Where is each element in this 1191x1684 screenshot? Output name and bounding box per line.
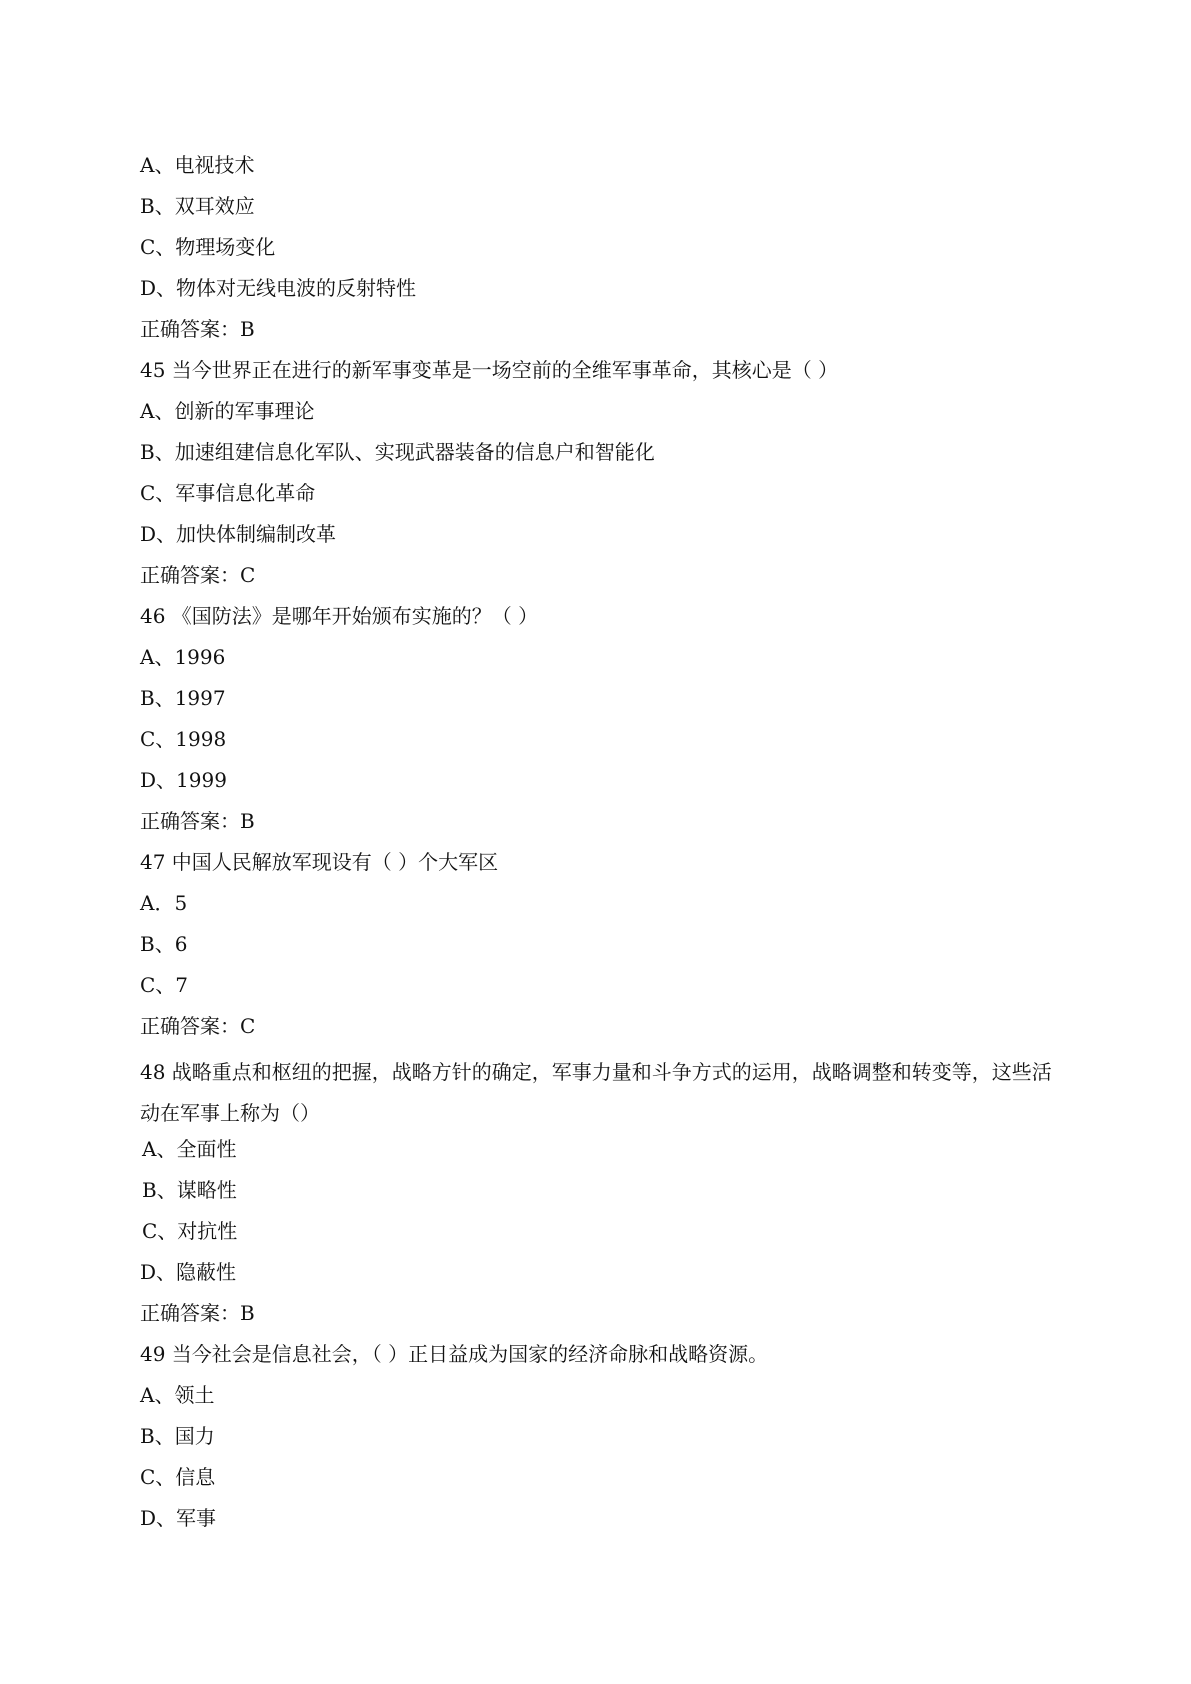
option-d: D、加快体制编制改革	[140, 522, 337, 546]
option-a: A．5	[140, 891, 188, 915]
option-c: C、军事信息化革命	[140, 481, 316, 505]
option-b: B、加速组建信息化军队、实现武器装备的信息户和智能化	[140, 440, 655, 464]
question-48: 48 战略重点和枢纽的把握，战略方针的确定，军事力量和斗争方式的运用，战略调整和转变等，这些活动在军事上称为（）	[140, 1060, 1052, 1125]
answer-line: 正确答案：B	[140, 809, 255, 833]
option-b: B、双耳效应	[140, 194, 255, 218]
option-c: C、信息	[140, 1465, 216, 1489]
option-d: D、军事	[140, 1506, 217, 1530]
option-a: A、领土	[140, 1383, 215, 1407]
question-49: 49 当今社会是信息社会，（ ）正日益成为国家的经济命脉和战略资源。	[140, 1342, 769, 1366]
question-47: 47 中国人民解放军现设有（ ）个大军区	[140, 850, 499, 874]
option-c: C、7	[140, 973, 189, 997]
question-46: 46 《国防法》是哪年开始颁布实施的？（ ）	[140, 604, 539, 628]
answer-line: 正确答案：C	[140, 1014, 256, 1038]
question-45: 45 当今世界正在进行的新军事变革是一场空前的全维军事革命，其核心是（ ）	[140, 358, 839, 382]
option-b: B、1997	[140, 686, 226, 710]
option-a: A、1996	[140, 645, 226, 669]
option-c: C、1998	[140, 727, 227, 751]
option-a: A、全面性	[142, 1137, 237, 1161]
option-c: C、对抗性	[142, 1219, 238, 1243]
option-a: A、电视技术	[140, 153, 255, 177]
question-list	[140, 150, 1070, 1544]
answer-line: 正确答案：B	[140, 1301, 255, 1325]
option-b: B、国力	[140, 1424, 215, 1448]
answer-line: 正确答案：B	[140, 317, 255, 341]
option-d: D、1999	[140, 768, 227, 792]
option-c: C、物理场变化	[140, 235, 276, 259]
answer-line: 正确答案：C	[140, 563, 256, 587]
option-b: B、谋略性	[142, 1178, 237, 1202]
option-d: D、隐蔽性	[140, 1260, 237, 1284]
option-a: A、创新的军事理论	[140, 399, 315, 423]
option-b: B、6	[140, 932, 188, 956]
option-d: D、物体对无线电波的反射特性	[140, 276, 417, 300]
